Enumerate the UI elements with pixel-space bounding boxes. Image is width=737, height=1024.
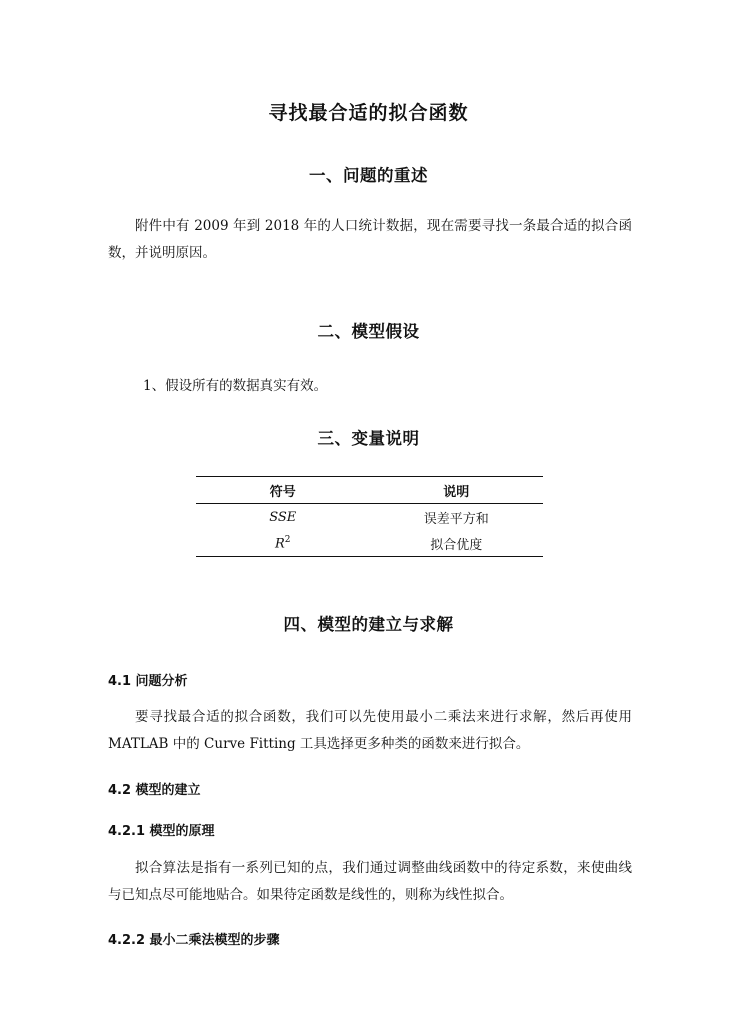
subsubsection-heading-least-squares-steps: 4.2.2 最小二乘法模型的步骤: [108, 933, 280, 948]
document-title: 寻找最合适的拟合函数: [268, 102, 469, 124]
paragraph-problem-restatement: 附件中有 2009 年到 2018 年的人口统计数据，现在需要寻找一条最合适的拟合函数，并说明原因。: [108, 218, 632, 261]
paragraph-model-principle: 拟合算法是指有一系列已知的点，我们通过调整曲线函数中的待定系数，来使曲线与已知点尽可能地贴合。如果待定函数是线性的，则称为线性拟合。: [108, 860, 632, 903]
section-heading-variable-description: 三、变量说明: [317, 429, 420, 448]
table-row: [196, 530, 543, 557]
symbol-text: SSE: [269, 509, 297, 525]
table-cell-description: 拟合优度: [370, 530, 544, 557]
variable-table: [196, 476, 543, 557]
section-heading-problem-restatement: 一、问题的重述: [309, 166, 428, 185]
table-cell-symbol: [196, 504, 370, 531]
paragraph-problem-analysis: 要寻找最合适的拟合函数，我们可以先使用最小二乘法来进行求解，然后再使用 MATLAB 中的 Curve Fitting 工具选择更多种类的函数来进行拟合。: [108, 709, 632, 752]
section-heading-model-assumptions: 二、模型假设: [317, 322, 420, 341]
symbol-superscript: 2: [284, 534, 291, 545]
table-header-symbol: 符号: [196, 477, 370, 504]
subsection-heading-problem-analysis: 4.1 问题分析: [108, 674, 188, 689]
subsection-heading-model-building: 4.2 模型的建立: [108, 783, 201, 798]
assumption-item: 1、假设所有的数据真实有效。: [143, 378, 328, 394]
subsubsection-heading-model-principle: 4.2.1 模型的原理: [108, 824, 215, 839]
table-cell-description: 误差平方和: [423, 511, 489, 527]
table-header-row: [196, 477, 543, 504]
section-heading-model-building: 四、模型的建立与求解: [283, 615, 454, 634]
table-cell-symbol: [196, 530, 370, 557]
table-row: [196, 504, 543, 531]
symbol-text: R: [274, 536, 285, 552]
table-header-description: 说明: [370, 477, 544, 504]
